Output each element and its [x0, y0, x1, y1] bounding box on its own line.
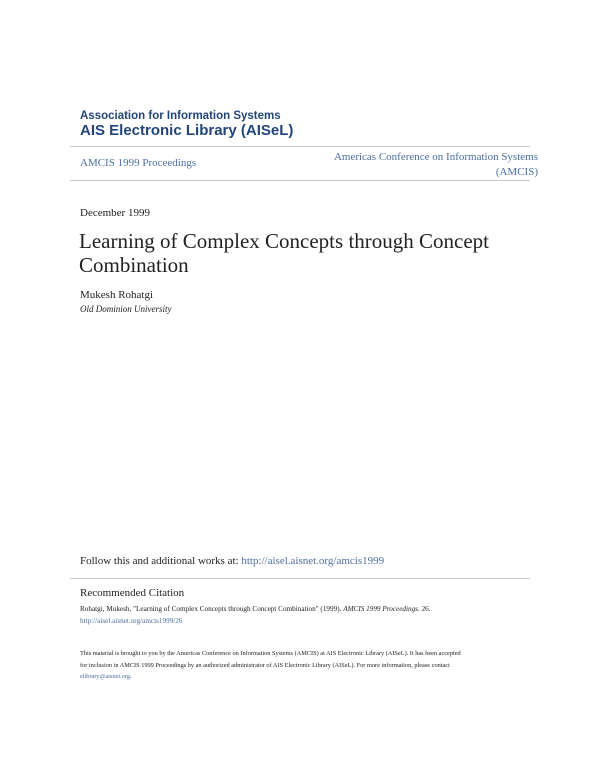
conference-link[interactable] [308, 150, 538, 180]
citation-url-link[interactable]: http://aisel.aisnet.org/amcis1999/26 [80, 617, 183, 625]
notice-line-2: for inclusion in AMCIS 1999 Proceedings by an authorized administrator of AIS Electronic Library (AISeL). For more information, please contact [80, 661, 450, 669]
follow-label: Follow this and additional works at: [80, 555, 242, 567]
title-line-1: Learning of Complex Concepts through Concept [79, 229, 490, 253]
citation-venue: AMCIS 1999 Proceedings [343, 605, 418, 613]
collection-url-link[interactable]: http://aisel.aisnet.org/amcis1999 [241, 555, 385, 567]
notice-end: . [129, 673, 132, 680]
citation-text [80, 603, 530, 627]
author-name: Mukesh Rohatgi [80, 289, 154, 301]
rights-notice [80, 648, 525, 683]
conference-line-2: (AMCIS) [495, 166, 538, 178]
library-name-link[interactable]: AIS Electronic Library (AISeL) [80, 122, 294, 139]
notice-line-1: This material is brought to you by the Americas Conference on Information Systems (AMCIS) at AIS Electronic Library (AISeL). It has been accepted [80, 650, 461, 657]
publication-date: December 1999 [80, 207, 150, 219]
citation-text-main: Rohatgi, Mukesh, "Learning of Complex Concepts through Concept Combination" (1999). [80, 605, 344, 613]
org-name-link[interactable]: Association for Information Systems [80, 110, 281, 122]
proceedings-link[interactable]: AMCIS 1999 Proceedings [80, 157, 197, 169]
header-divider-bottom [70, 180, 530, 181]
follow-line [80, 555, 384, 567]
contact-email-link[interactable]: elibrary@aisnet.org [80, 673, 130, 680]
conference-line-1: Americas Conference on Information Systems [333, 151, 538, 163]
citation-text-end: . 26. [417, 605, 431, 613]
header-divider-top [70, 146, 530, 147]
article-title [79, 229, 539, 277]
citation-divider [70, 578, 530, 579]
author-affiliation: Old Dominion University [80, 304, 172, 314]
citation-heading: Recommended Citation [80, 587, 185, 599]
title-line-2: Combination [79, 253, 189, 277]
